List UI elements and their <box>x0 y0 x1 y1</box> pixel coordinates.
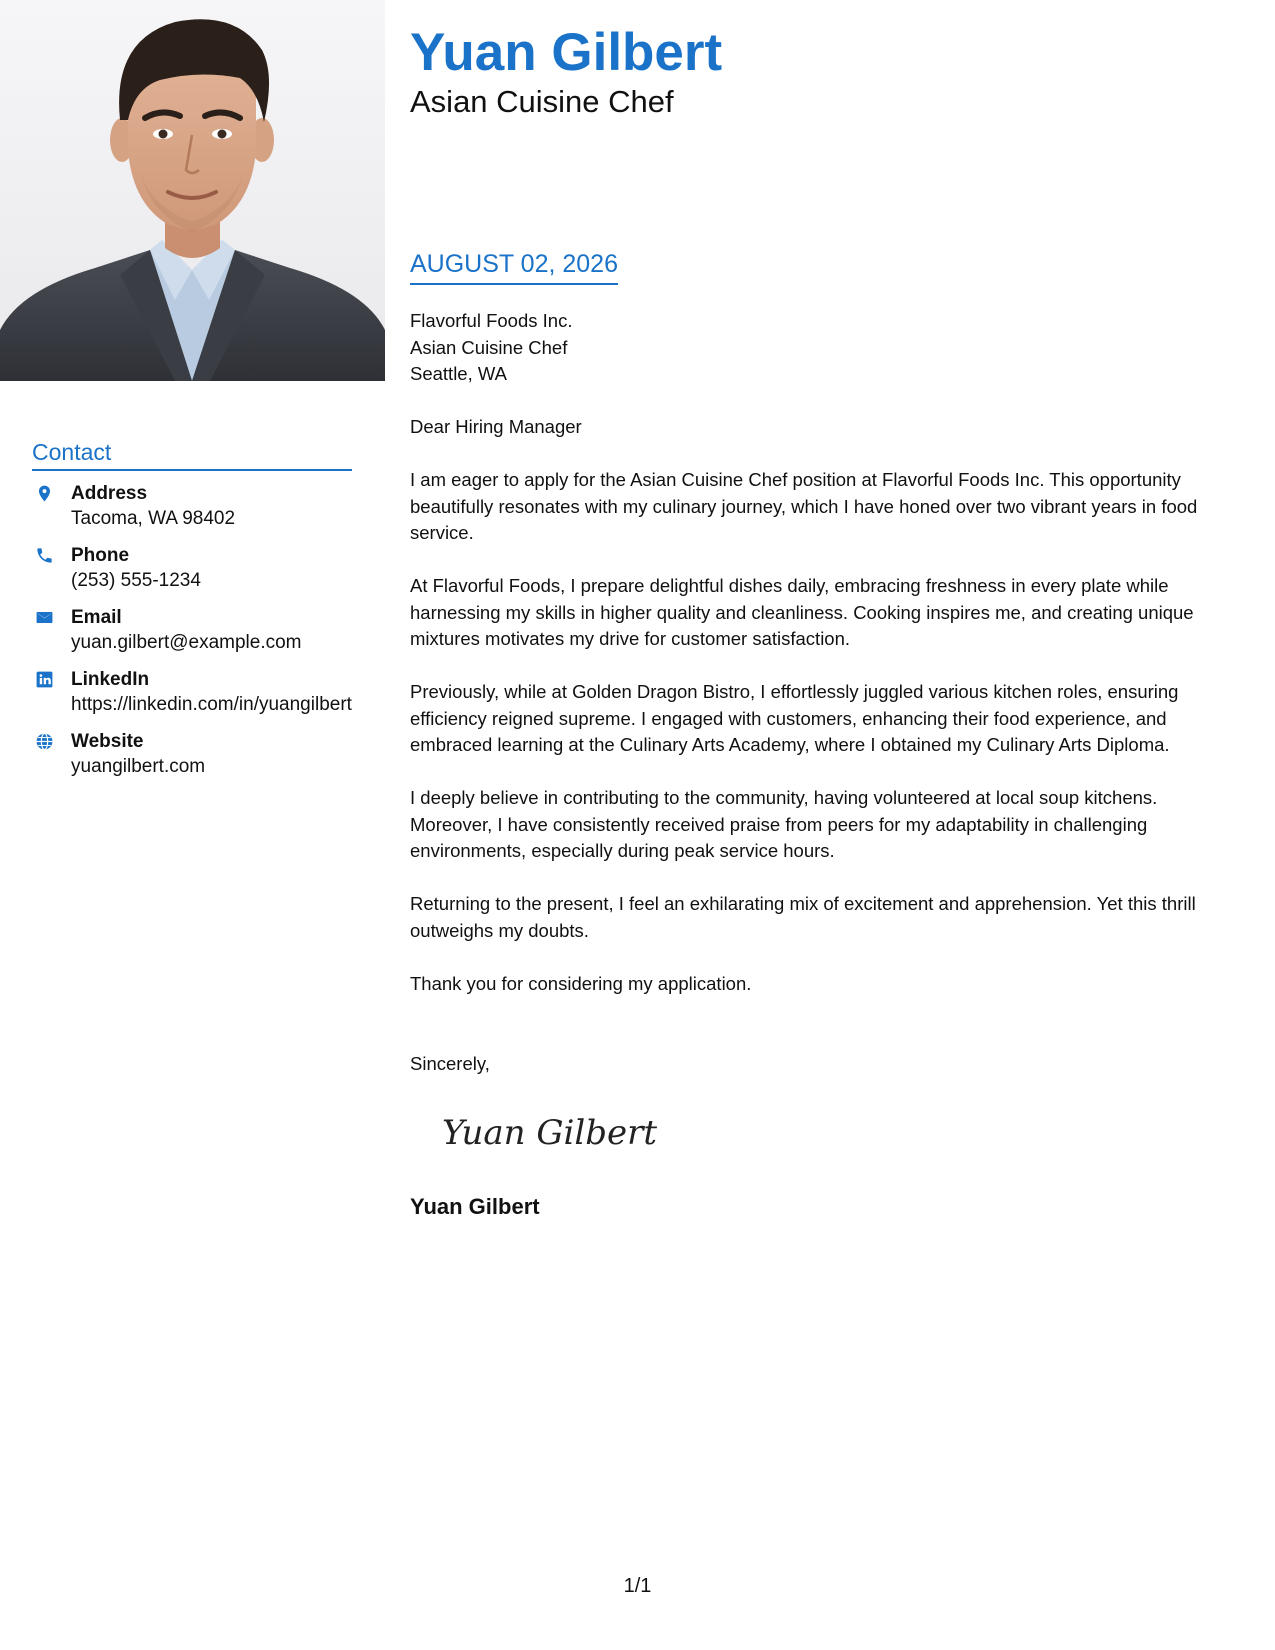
email-value[interactable]: yuan.gilbert@example.com <box>71 632 302 653</box>
salutation: Dear Hiring Manager <box>410 416 582 437</box>
profile-photo <box>0 0 385 381</box>
body-paragraph: Previously, while at Golden Dragon Bistro, I effortlessly juggled various kitchen roles, ensuring efficiency reigned supreme. I engaged with customers, enhancing their food experience, and embraced learning at the Culinary Arts Academy, where I obtained my Culinary Arts Diploma. <box>410 681 1179 755</box>
applicant-name: Yuan Gilbert <box>410 23 723 82</box>
map-pin-icon <box>35 484 54 503</box>
contact-label: Address <box>71 483 148 504</box>
contact-list <box>32 481 362 791</box>
contact-label: Website <box>71 731 144 752</box>
phone-value[interactable]: (253) 555-1234 <box>71 570 201 591</box>
globe-icon <box>35 732 54 751</box>
contact-email <box>32 605 362 655</box>
sidebar <box>0 0 385 1650</box>
contact-label: Email <box>71 607 122 628</box>
letter-body <box>410 467 1220 1024</box>
recipient-position: Asian Cuisine Chef <box>410 336 568 358</box>
recipient-location: Seattle, WA <box>410 363 507 384</box>
portrait-illustration <box>0 0 385 381</box>
linkedin-icon <box>35 670 54 689</box>
signature-text: Yuan Gilbert <box>442 1113 658 1153</box>
body-paragraph: I deeply believe in contributing to the community, having volunteered at local soup kitchens. Moreover, I have consistently received praise from peers for my adaptability in challenging environments, especially during peak service hours. <box>410 787 1158 861</box>
contact-label: LinkedIn <box>71 669 150 690</box>
page-number: 1/1 <box>623 1575 652 1597</box>
contact-website <box>32 729 362 779</box>
body-paragraph: At Flavorful Foods, I prepare delightful dishes daily, embracing freshness in every plate while harnessing my skills in higher quality and cleanliness. Cooking inspires me, and creating unique mixtures motivates my drive for customer satisfaction. <box>410 575 1194 649</box>
contact-label: Phone <box>71 545 130 566</box>
envelope-icon <box>35 608 54 627</box>
contact-linkedin <box>32 667 362 717</box>
applicant-job-title: Asian Cuisine Chef <box>410 84 674 119</box>
letter-date: AUGUST 02, 2026 <box>410 248 618 285</box>
body-paragraph: Returning to the present, I feel an exhilarating mix of excitement and apprehension. Yet this thrill outweighs my doubts. <box>410 893 1196 941</box>
website-value[interactable]: yuangilbert.com <box>71 756 206 777</box>
body-paragraph: I am eager to apply for the Asian Cuisine Chef position at Flavorful Foods Inc. This opportunity beautifully resonates with my culinary journey, which I have honed over two vibrant years in food service. <box>410 469 1198 543</box>
address-value: Tacoma, WA 98402 <box>71 508 236 529</box>
recipient-block <box>410 308 572 388</box>
signer-name: Yuan Gilbert <box>410 1194 540 1219</box>
linkedin-value[interactable]: https://linkedin.com/in/yuangilbert <box>71 694 352 715</box>
contact-heading: Contact <box>32 437 352 471</box>
phone-icon <box>35 546 54 565</box>
body-paragraph: Thank you for considering my application. <box>410 972 752 994</box>
recipient-company: Flavorful Foods Inc. <box>410 310 573 331</box>
handwritten-signature <box>432 1100 672 1160</box>
contact-address <box>32 481 362 531</box>
closing: Sincerely, <box>410 1053 490 1074</box>
contact-phone <box>32 543 362 593</box>
